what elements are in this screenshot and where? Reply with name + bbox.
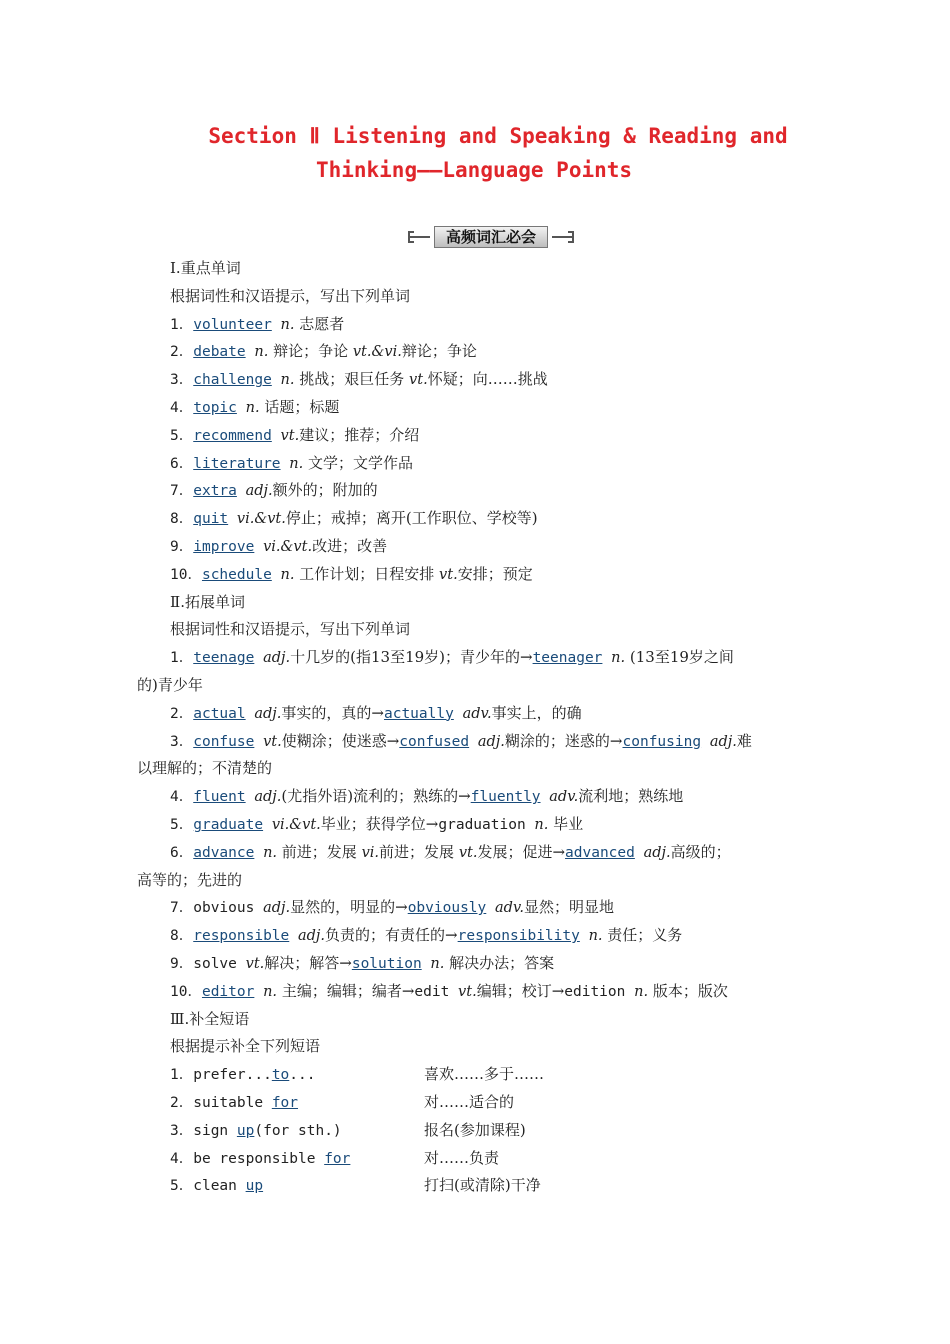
- text-segment: solve: [193, 956, 237, 972]
- text-segment: 辩论；争论: [268, 342, 353, 361]
- answer-word: to: [271, 1067, 290, 1084]
- text-segment: 5．: [170, 817, 194, 833]
- text-segment: 前进；发展: [277, 842, 362, 861]
- part-of-speech: adv.: [549, 789, 579, 806]
- text-segment: 使糊涂；使迷惑→: [281, 731, 400, 750]
- text-segment: 解决办法；答案: [444, 954, 555, 972]
- text-segment: [635, 845, 644, 861]
- part-of-speech: n.: [280, 316, 295, 333]
- text-segment: [254, 900, 263, 916]
- text-segment: 2．: [170, 705, 194, 722]
- part-of-speech: adj.: [263, 650, 291, 667]
- vocab-line: [170, 731, 752, 752]
- answer-word: extra: [193, 483, 237, 500]
- answer-word: recommend: [193, 427, 272, 444]
- text-segment: 停止；戒掉；离开(工作职位、学校等): [285, 509, 538, 528]
- answer-word: up: [236, 1122, 255, 1139]
- text-segment: 2．: [170, 344, 194, 361]
- text-segment: 志愿者: [294, 314, 345, 333]
- answer-word: improve: [193, 539, 255, 555]
- part-of-speech: adj.: [254, 789, 282, 806]
- vocab-item: [170, 536, 387, 557]
- text-segment: [272, 428, 281, 444]
- phrase-meaning: 报名(参加课程): [424, 1120, 526, 1139]
- vocab-item: [170, 508, 538, 529]
- text-segment: [272, 567, 281, 583]
- answer-word: actual: [193, 705, 246, 722]
- text-segment: [237, 956, 246, 972]
- text-segment: 版本；版次: [648, 981, 728, 1000]
- text-segment: 显然的，明显的→: [290, 898, 408, 917]
- answer-word: solution: [351, 956, 422, 972]
- vocab-line: [137, 675, 203, 695]
- text-segment: 4．: [170, 400, 194, 416]
- text-segment: [580, 928, 589, 944]
- part-of-speech: adj.: [254, 705, 282, 722]
- text-segment: [254, 984, 263, 1000]
- part-of-speech: vt.: [409, 372, 428, 389]
- text-segment: 辩论；争论: [401, 342, 477, 361]
- text-segment: [254, 845, 263, 861]
- part-of-speech: vt.: [280, 427, 300, 444]
- part-of-speech: adj.: [263, 900, 291, 917]
- vocab-line: [170, 925, 682, 946]
- answer-word: actually: [383, 705, 454, 722]
- text-segment: [254, 650, 263, 666]
- vocab-line: [137, 758, 272, 778]
- text-segment: 责任；义务: [602, 926, 683, 945]
- text-segment: 主编；编辑；编者→: [277, 981, 415, 1000]
- text-segment: [272, 317, 281, 333]
- text-segment: 9．: [170, 539, 194, 555]
- text-segment: 解决；解答→: [264, 954, 352, 972]
- section-banner: [408, 225, 574, 249]
- text-segment: 文学；文学作品: [303, 453, 414, 472]
- part-of-speech: vi.: [361, 844, 380, 861]
- text-segment: 1．: [170, 316, 194, 333]
- part-of-speech: vt.: [439, 566, 458, 583]
- vocab-item: [170, 314, 344, 335]
- text-segment: 高级的；: [670, 842, 731, 861]
- text-segment: 难: [736, 731, 752, 750]
- answer-word: confuse: [193, 733, 255, 750]
- text-segment: 3．: [170, 733, 194, 750]
- text-segment: 8．: [170, 511, 194, 528]
- text-segment: 1．: [170, 650, 194, 667]
- vocab-line: [170, 647, 734, 668]
- text-segment: 4．be responsible: [170, 1150, 325, 1167]
- text-segment: [701, 734, 710, 750]
- text-segment: [263, 817, 272, 833]
- text-segment: 3．sign: [170, 1122, 237, 1139]
- answer-word: debate: [193, 344, 246, 361]
- answer-word: fluent: [193, 789, 246, 806]
- text-segment: 毕业: [548, 815, 584, 833]
- part-of-speech: adv.: [462, 705, 492, 722]
- part-of-speech: n.: [245, 400, 260, 416]
- text-segment: 9．: [170, 956, 194, 972]
- answer-word: quit: [193, 511, 229, 528]
- vocab-line: [170, 814, 583, 835]
- title-line-2: Thinking——Language Points: [315, 158, 633, 182]
- part-of-speech: n.: [634, 983, 649, 1000]
- text-segment: (13至19岁之间: [625, 648, 734, 667]
- vocab-item: [170, 425, 419, 446]
- text-segment: 4．: [170, 789, 194, 806]
- part-of-speech: n.: [289, 455, 304, 472]
- banner-label: 高频词汇必会: [434, 226, 548, 248]
- answer-word: up: [245, 1178, 264, 1195]
- text-segment: [237, 400, 246, 416]
- vocab-line: [170, 953, 554, 974]
- answer-word: volunteer: [193, 316, 272, 333]
- answer-word: teenage: [193, 650, 255, 667]
- text-segment: ...: [289, 1067, 316, 1084]
- part3-heading: Ⅲ.补全短语: [170, 1009, 250, 1028]
- part-of-speech: n.: [588, 928, 603, 945]
- part-of-speech: adj.: [298, 928, 326, 945]
- text-segment: 事实上，的确: [491, 703, 582, 722]
- text-segment: [281, 456, 290, 472]
- part-of-speech: n.: [611, 650, 626, 667]
- text-segment: edition: [564, 983, 626, 1000]
- phrase-item: [170, 1148, 350, 1169]
- text-segment: 负责的；有责任的→: [325, 926, 458, 945]
- text-segment: [602, 650, 611, 666]
- answer-word: topic: [193, 400, 237, 416]
- text-segment: [228, 511, 237, 527]
- part-of-speech: adj.: [643, 844, 671, 861]
- text-segment: 3．: [170, 372, 194, 389]
- vocab-item: [170, 453, 413, 474]
- answer-word: confusing: [622, 733, 702, 750]
- answer-word: editor: [201, 983, 255, 1000]
- phrase-item: [170, 1175, 263, 1196]
- text-segment: obvious: [193, 900, 255, 917]
- vocab-item: [170, 341, 477, 362]
- answer-word: confused: [399, 733, 470, 750]
- page-title: [0, 119, 950, 187]
- vocab-line: [170, 897, 614, 918]
- text-segment: 事实的，真的→: [281, 703, 384, 722]
- text-segment: [254, 539, 263, 555]
- text-segment: (尤指外语)流利的；熟练的→: [281, 787, 471, 806]
- text-segment: 流利地；熟练地: [578, 787, 684, 806]
- answer-word: obviously: [407, 900, 487, 917]
- text-segment: [449, 984, 458, 1000]
- part-of-speech: vi.&vt.: [263, 539, 313, 555]
- vocab-line: [170, 981, 728, 1002]
- text-segment: 6．: [170, 844, 194, 861]
- phrase-meaning: 打扫(或清除)干净: [424, 1176, 541, 1195]
- text-segment: [254, 734, 263, 750]
- text-segment: 前进；发展: [379, 842, 459, 861]
- part-of-speech: adv.: [495, 900, 525, 917]
- text-segment: 5．: [170, 427, 194, 444]
- vocab-item: [170, 369, 548, 390]
- text-segment: [454, 706, 463, 722]
- text-segment: 毕业；获得学位→: [320, 815, 439, 833]
- text-segment: 高等的；先进的: [137, 870, 243, 889]
- part-of-speech: vt.: [458, 983, 477, 1000]
- text-segment: 显然；明显地: [524, 898, 615, 917]
- text-segment: 10．: [170, 566, 202, 583]
- text-segment: 额外的；附加的: [272, 481, 378, 500]
- phrase-item: [170, 1064, 315, 1085]
- answer-word: challenge: [193, 372, 272, 389]
- part-of-speech: vi.&vt.: [236, 511, 286, 528]
- text-segment: 十几岁的(指13至19岁)；青少年的→: [290, 648, 533, 667]
- part-of-speech: n.: [263, 983, 278, 1000]
- text-segment: 7．: [170, 900, 194, 917]
- part-of-speech: vt.: [458, 844, 478, 861]
- part2-instruction: 根据词性和汉语提示，写出下列单词: [170, 620, 411, 639]
- text-segment: [289, 928, 298, 944]
- part-of-speech: n.: [430, 956, 445, 972]
- text-segment: 怀疑；向……挑战: [427, 370, 548, 389]
- part-of-speech: adj.: [709, 733, 737, 750]
- answer-word: schedule: [201, 566, 272, 583]
- text-segment: [541, 789, 550, 805]
- part-of-speech: adj.: [245, 483, 273, 500]
- text-segment: 1．prefer...: [170, 1067, 272, 1084]
- phrase-item: [170, 1120, 342, 1141]
- answer-word: for: [271, 1095, 299, 1111]
- text-segment: (for sth.): [254, 1122, 342, 1139]
- text-segment: 10．: [170, 983, 202, 1000]
- answer-word: responsibility: [457, 928, 580, 945]
- text-segment: edit: [414, 983, 450, 1000]
- part-of-speech: vi.&vt.: [271, 817, 321, 833]
- text-segment: [469, 734, 478, 750]
- part3-instruction: 根据提示补全下列短语: [170, 1037, 321, 1056]
- text-segment: 话题；标题: [259, 398, 340, 416]
- answer-word: teenager: [532, 650, 603, 667]
- answer-word: fluently: [470, 789, 541, 806]
- vocab-line: [137, 870, 242, 890]
- answer-word: for: [324, 1150, 351, 1167]
- text-segment: 糊涂的；迷惑的→: [504, 731, 623, 750]
- text-segment: 8．: [170, 928, 194, 945]
- part-of-speech: n.: [254, 344, 269, 361]
- part-of-speech: vt.: [263, 733, 282, 750]
- part-of-speech: n.: [280, 372, 295, 389]
- vocab-item: [170, 480, 378, 501]
- text-segment: 5．clean: [170, 1178, 246, 1195]
- answer-word: advance: [193, 844, 255, 861]
- text-segment: [486, 900, 495, 916]
- vocab-item: [170, 397, 339, 418]
- phrase-meaning: 对……负责: [424, 1148, 500, 1167]
- text-segment: 挑战；艰巨任务: [294, 370, 410, 389]
- text-segment: [625, 984, 634, 1000]
- banner-left-line: [408, 236, 430, 238]
- part-of-speech: adj.: [477, 733, 505, 750]
- part-of-speech: n.: [280, 566, 295, 583]
- text-segment: 6．: [170, 455, 194, 472]
- vocab-line: [170, 786, 683, 807]
- vocab-line: [170, 842, 731, 863]
- text-segment: graduation: [438, 817, 526, 833]
- part1-instruction: 根据词性和汉语提示，写出下列单词: [170, 286, 411, 305]
- text-segment: 2．suitable: [170, 1095, 272, 1111]
- text-segment: 以理解的；不清楚的: [137, 759, 273, 778]
- title-line-1: Section Ⅱ Listening and Speaking & Reading and: [208, 124, 788, 148]
- phrase-meaning: 喜欢……多于……: [424, 1065, 545, 1084]
- text-segment: 发展；促进→: [477, 842, 566, 861]
- part-of-speech: n.: [263, 844, 278, 861]
- part-of-speech: n.: [534, 817, 549, 833]
- answer-word: literature: [193, 455, 281, 472]
- text-segment: [272, 372, 281, 388]
- text-segment: 工作计划；日程安排: [294, 564, 440, 583]
- vocab-line: [170, 703, 582, 724]
- part-of-speech: vt.&vi.: [352, 344, 402, 361]
- part-of-speech: vt.: [245, 956, 265, 972]
- phrase-meaning: 对……适合的: [424, 1093, 515, 1111]
- answer-word: responsible: [193, 928, 290, 945]
- text-segment: [237, 483, 246, 499]
- text-segment: 建议；推荐；介绍: [299, 425, 420, 444]
- text-segment: 7．: [170, 483, 194, 500]
- part2-heading: Ⅱ.拓展单词: [170, 592, 245, 611]
- answer-word: graduate: [193, 817, 264, 833]
- text-segment: 的)青少年: [137, 676, 203, 694]
- part1-heading: Ⅰ.重点单词: [170, 259, 241, 277]
- text-segment: 编辑；校订→: [476, 981, 565, 1000]
- text-segment: 安排；预定: [457, 564, 533, 583]
- banner-right-cap: [568, 231, 574, 243]
- vocab-item: [170, 564, 533, 585]
- answer-word: advanced: [565, 844, 635, 861]
- phrase-item: [170, 1092, 298, 1113]
- text-segment: 改进；改善: [312, 537, 388, 555]
